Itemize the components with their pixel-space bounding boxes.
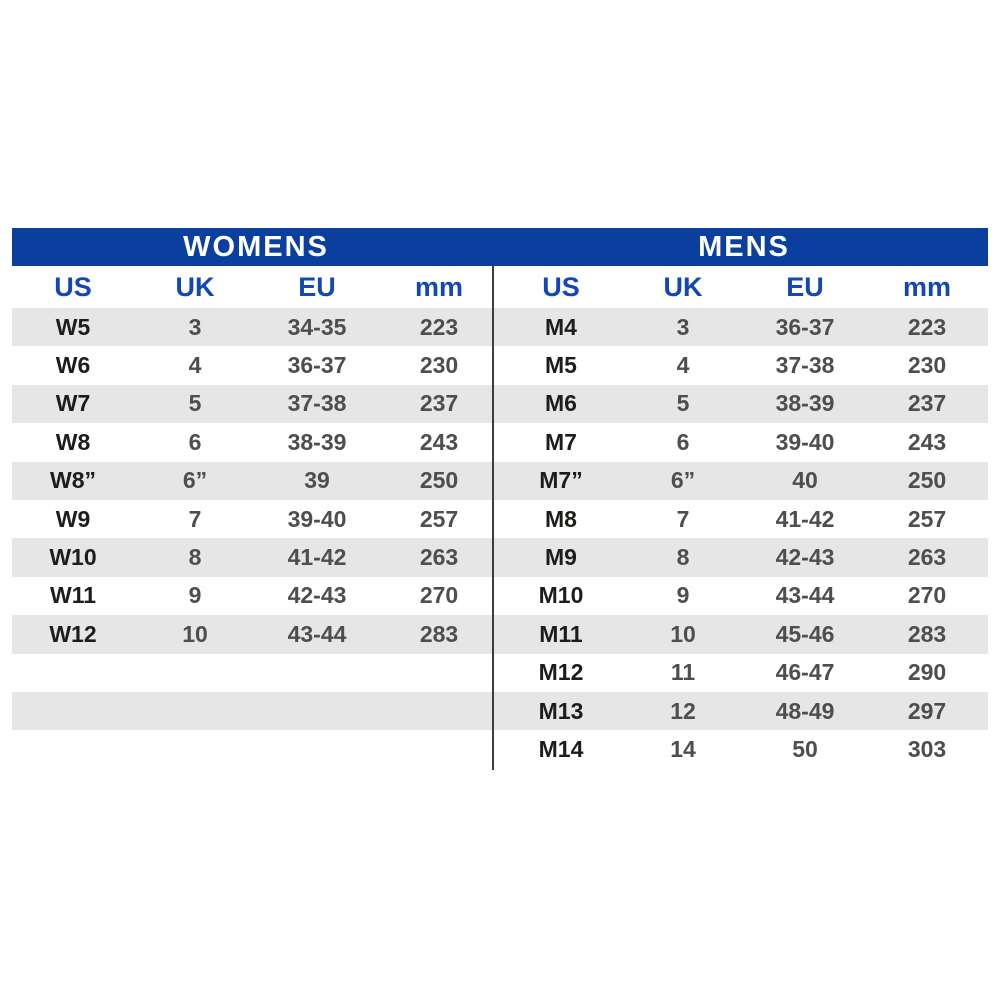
table-cell: 42-43 bbox=[287, 582, 347, 609]
table-row bbox=[12, 500, 500, 538]
table-row bbox=[12, 654, 500, 692]
table-cell: 37-38 bbox=[775, 352, 835, 379]
table-row bbox=[12, 538, 500, 576]
column-header-uk: UK bbox=[175, 271, 215, 302]
table-cell: 7 bbox=[188, 505, 202, 532]
table-cell: 39-40 bbox=[287, 505, 347, 532]
table-cell: 250 bbox=[419, 467, 459, 494]
table-cell: 48-49 bbox=[775, 697, 835, 724]
table-row bbox=[500, 308, 988, 346]
mens-section-title: MENS bbox=[698, 230, 790, 263]
table-row bbox=[500, 730, 988, 768]
table-row bbox=[500, 423, 988, 461]
table-cell: M6 bbox=[545, 390, 577, 417]
table-cell: 237 bbox=[419, 390, 459, 417]
table-cell: 41-42 bbox=[287, 544, 347, 571]
tables-container bbox=[12, 266, 988, 769]
table-row bbox=[12, 577, 500, 615]
table-cell: W7 bbox=[55, 390, 91, 417]
table-cell: M4 bbox=[545, 313, 577, 340]
table-cell: 38-39 bbox=[775, 390, 835, 417]
table-cell: 36-37 bbox=[775, 313, 835, 340]
table-row bbox=[500, 538, 988, 576]
table-cell: 11 bbox=[670, 659, 696, 686]
table-cell: W11 bbox=[49, 582, 97, 609]
womens-section-title: WOMENS bbox=[183, 230, 329, 263]
table-cell: 270 bbox=[907, 582, 947, 609]
table-cell: 5 bbox=[188, 390, 202, 417]
table-cell: 42-43 bbox=[775, 544, 835, 571]
table-row bbox=[12, 730, 500, 768]
column-header-mm: mm bbox=[902, 271, 951, 302]
table-cell: 6 bbox=[188, 428, 202, 455]
table-body bbox=[12, 308, 500, 769]
table-cell: 37-38 bbox=[287, 390, 347, 417]
table-cell: 36-37 bbox=[287, 352, 347, 379]
title-bar bbox=[12, 228, 988, 266]
table-cell: 230 bbox=[907, 352, 947, 379]
table-cell: 50 bbox=[792, 735, 818, 762]
table-cell: 43-44 bbox=[775, 582, 835, 609]
table-cell: 8 bbox=[188, 544, 202, 571]
table-cell: M7 bbox=[545, 428, 577, 455]
table-cell: 290 bbox=[907, 659, 947, 686]
table-cell: 257 bbox=[907, 505, 947, 532]
table-cell: 43-44 bbox=[287, 620, 347, 647]
table-row bbox=[12, 615, 500, 653]
table-cell: 4 bbox=[188, 352, 202, 379]
table-cell: 5 bbox=[676, 390, 690, 417]
table-cell: 3 bbox=[676, 313, 690, 340]
table-cell: W5 bbox=[55, 313, 91, 340]
table-cell: 7 bbox=[676, 505, 690, 532]
mens-table bbox=[500, 266, 988, 769]
table-cell: M5 bbox=[545, 352, 577, 379]
table-row bbox=[500, 692, 988, 730]
table-row bbox=[500, 385, 988, 423]
table-cell: 223 bbox=[907, 313, 947, 340]
table-cell: 39-40 bbox=[775, 428, 835, 455]
table-cell: M14 bbox=[538, 735, 584, 762]
column-header-us: US bbox=[542, 271, 580, 302]
table-cell: 6” bbox=[182, 467, 208, 494]
table-cell: 41-42 bbox=[775, 505, 835, 532]
column-header-row bbox=[500, 266, 988, 308]
table-cell: 270 bbox=[419, 582, 459, 609]
table-cell: M11 bbox=[539, 620, 583, 647]
table-cell: 283 bbox=[907, 620, 947, 647]
table-cell: 6 bbox=[676, 428, 690, 455]
table-cell: 243 bbox=[907, 428, 947, 455]
table-cell: M8 bbox=[545, 505, 577, 532]
table-row bbox=[12, 385, 500, 423]
table-row bbox=[12, 692, 500, 730]
table-cell: 4 bbox=[676, 352, 690, 379]
shoe-size-chart bbox=[12, 228, 988, 770]
column-header-us: US bbox=[54, 271, 92, 302]
column-header-uk: UK bbox=[663, 271, 703, 302]
table-cell: 297 bbox=[907, 697, 947, 724]
table-body bbox=[500, 308, 988, 769]
table-cell: 8 bbox=[676, 544, 690, 571]
table-row bbox=[12, 462, 500, 500]
table-cell: M7” bbox=[539, 467, 583, 494]
table-cell: 283 bbox=[419, 620, 459, 647]
table-cell: 9 bbox=[676, 582, 690, 609]
table-row bbox=[12, 346, 500, 384]
table-row bbox=[12, 423, 500, 461]
table-cell: M12 bbox=[538, 659, 584, 686]
column-header-eu: EU bbox=[298, 271, 336, 302]
table-cell: 3 bbox=[188, 313, 202, 340]
table-cell: 263 bbox=[419, 544, 459, 571]
table-cell: 250 bbox=[907, 467, 947, 494]
table-row bbox=[500, 654, 988, 692]
table-cell: W8” bbox=[50, 467, 96, 494]
table-cell: 40 bbox=[792, 467, 818, 494]
column-header-mm: mm bbox=[414, 271, 463, 302]
table-cell: 14 bbox=[670, 735, 696, 762]
table-cell: 243 bbox=[419, 428, 459, 455]
table-cell: M13 bbox=[538, 697, 584, 724]
table-cell: 263 bbox=[907, 544, 947, 571]
table-row bbox=[500, 346, 988, 384]
table-row bbox=[500, 500, 988, 538]
table-cell: W9 bbox=[55, 505, 91, 532]
table-cell: W8 bbox=[55, 428, 91, 455]
table-cell: 12 bbox=[670, 697, 696, 724]
column-header-row bbox=[12, 266, 500, 308]
table-cell: W12 bbox=[49, 620, 97, 647]
table-cell: 257 bbox=[419, 505, 459, 532]
table-cell: 46-47 bbox=[775, 659, 835, 686]
table-row bbox=[500, 462, 988, 500]
table-cell: 223 bbox=[419, 313, 459, 340]
table-divider bbox=[492, 266, 494, 770]
table-cell: 45-46 bbox=[775, 620, 835, 647]
table-cell: 6” bbox=[670, 467, 696, 494]
table-cell: W10 bbox=[49, 544, 97, 571]
table-row bbox=[500, 615, 988, 653]
table-cell: 230 bbox=[419, 352, 459, 379]
table-cell: M10 bbox=[538, 582, 584, 609]
table-cell: 10 bbox=[670, 620, 696, 647]
table-row bbox=[12, 308, 500, 346]
table-cell: 10 bbox=[182, 620, 208, 647]
table-cell: 34-35 bbox=[287, 313, 347, 340]
table-cell: 303 bbox=[907, 735, 947, 762]
table-cell: M9 bbox=[545, 544, 577, 571]
table-cell: 237 bbox=[907, 390, 947, 417]
table-row bbox=[500, 577, 988, 615]
table-cell: 9 bbox=[188, 582, 202, 609]
table-cell: 38-39 bbox=[287, 428, 347, 455]
column-header-eu: EU bbox=[786, 271, 824, 302]
womens-table bbox=[12, 266, 500, 769]
table-cell: W6 bbox=[55, 352, 91, 379]
table-cell: 39 bbox=[304, 467, 330, 494]
